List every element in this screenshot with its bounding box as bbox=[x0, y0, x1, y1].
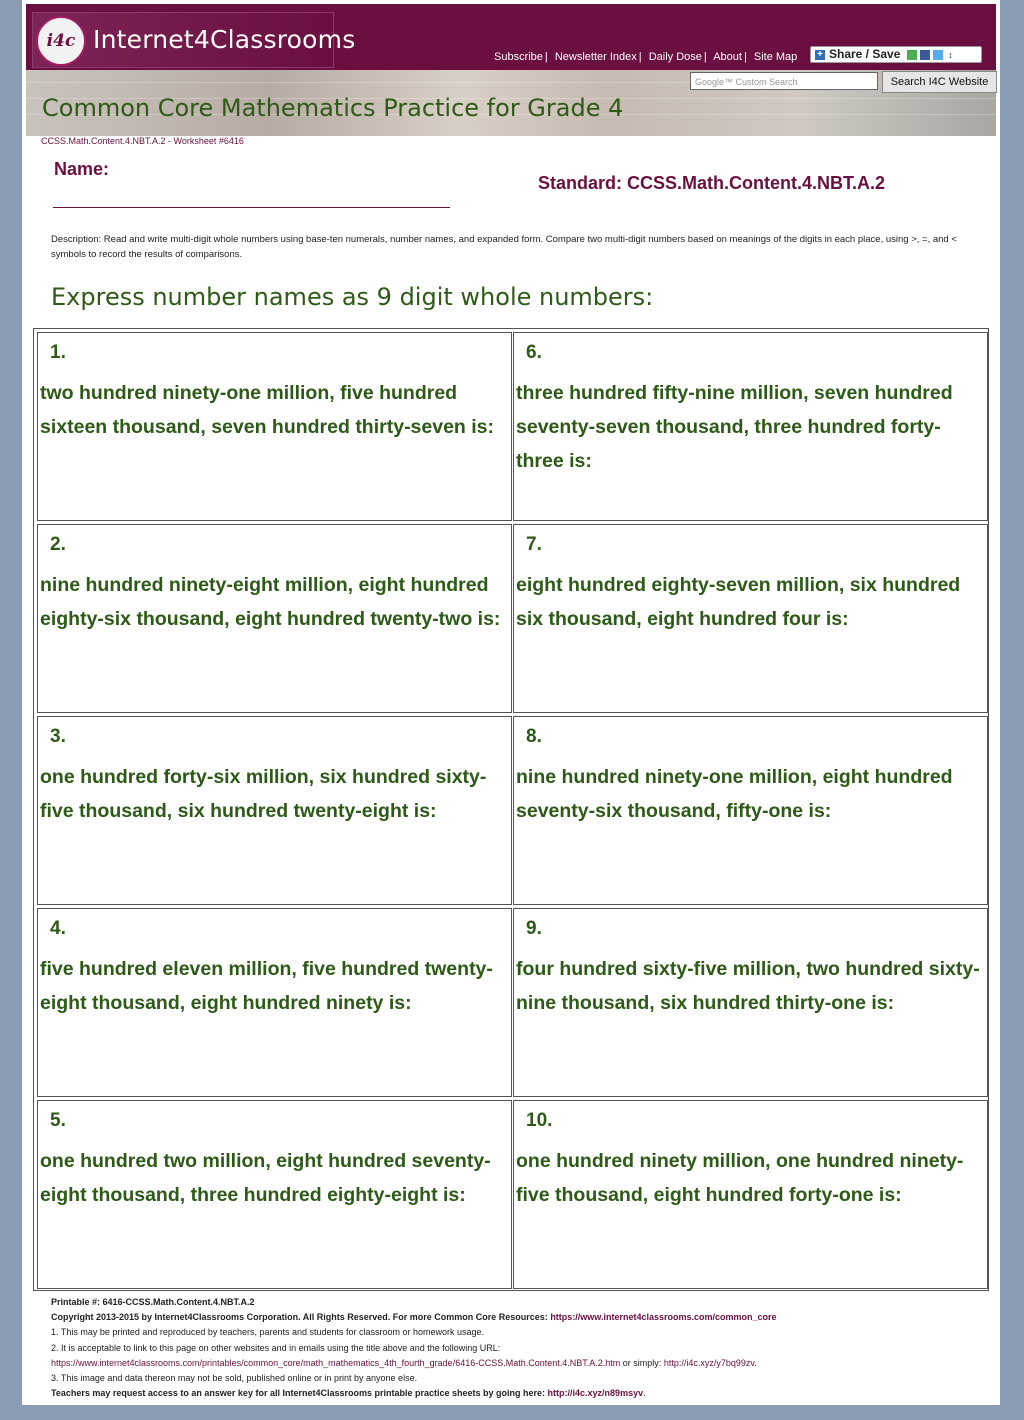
problem-number: 9. bbox=[526, 918, 542, 939]
problem-cell bbox=[37, 716, 512, 905]
copyright-line bbox=[51, 1310, 991, 1325]
problem-cell bbox=[513, 1100, 988, 1289]
answer-key-line: Teachers may request access to an answer key for all Internet4Classrooms printable practice sheets by going here: http://i4c.xyz/n89msyv. bbox=[51, 1388, 646, 1399]
problem-text: eight hundred eighty-seven million, six hundred six thousand, eight hundred four is: bbox=[516, 574, 961, 630]
problem-text: nine hundred ninety-eight million, eight hundred eighty-six thousand, eight hundred twenty-two is: bbox=[40, 574, 501, 630]
printable-number: Printable #: 6416-CCSS.Math.Content.4.NBT.A.2 bbox=[51, 1297, 255, 1307]
top-nav: Subscribe | Newsletter Index | Daily Dose | About | Site Map bbox=[494, 51, 798, 63]
breadcrumb: CCSS.Math.Content.4.NBT.A.2 - Worksheet #6416 bbox=[41, 136, 244, 146]
answer-key-link[interactable]: http://i4c.xyz/n89msyv bbox=[547, 1388, 644, 1399]
share-plus-icon: + bbox=[815, 50, 825, 60]
problem-text: three hundred fifty-nine million, seven hundred seventy-seven thousand, three hundred forty-three is: bbox=[516, 382, 953, 472]
nav-subscribe[interactable]: Subscribe bbox=[494, 51, 543, 63]
problem-cell bbox=[513, 332, 988, 521]
problem-number: 5. bbox=[50, 1110, 66, 1131]
problem-number: 2. bbox=[50, 534, 66, 555]
worksheet-page bbox=[22, 0, 1000, 1405]
problem-number: 8. bbox=[526, 726, 542, 747]
search-button[interactable]: Search I4C Website bbox=[882, 71, 997, 93]
worksheet-url-link[interactable]: https://www.internet4classrooms.com/printables/common_core/math_mathematics_4th_fourth_grade/6416-CCSS.Math.Content.4.NBT.A.2.htm bbox=[51, 1357, 621, 1368]
site-logo[interactable] bbox=[32, 12, 356, 68]
description: Description: Read and write multi-digit whole numbers using base-ten numerals, number names, and expanded form. Compare two multi-digit numbers based on meanings of the digits in each place, using >, =, and < symbols to record the results of comparisons. bbox=[51, 234, 957, 260]
usage-note-2: 2. It is acceptable to link to this page on other websites and in emails using the title above and the following URL: bbox=[51, 1342, 501, 1353]
problem-cell bbox=[37, 908, 512, 1097]
problems-grid bbox=[33, 328, 989, 1291]
problem-text: one hundred ninety million, one hundred ninety-five thousand, eight hundred forty-one is: bbox=[516, 1150, 964, 1206]
problem-number: 1. bbox=[50, 342, 66, 363]
problem-text: one hundred two million, eight hundred seventy-eight thousand, three hundred eighty-eight is: bbox=[40, 1150, 491, 1206]
problem-text: five hundred eleven million, five hundred twenty-eight thousand, eight hundred ninety is: bbox=[40, 958, 493, 1014]
usage-note-1: 1. This may be printed and reproduced by teachers, parents and students for classroom or homework usage. bbox=[51, 1327, 485, 1338]
problem-cell bbox=[37, 1100, 512, 1289]
common-core-link[interactable]: https://www.internet4classrooms.com/common_core bbox=[550, 1312, 777, 1323]
problem-cell bbox=[513, 908, 988, 1097]
banner bbox=[26, 70, 996, 136]
standard-label: Standard: CCSS.Math.Content.4.NBT.A.2 bbox=[538, 173, 886, 193]
instructions: Express number names as 9 digit whole numbers: bbox=[51, 283, 654, 311]
nav-newsletter-index[interactable]: Newsletter Index bbox=[554, 51, 637, 63]
nav-daily-dose[interactable]: Daily Dose bbox=[648, 51, 702, 63]
footer bbox=[51, 1295, 991, 1401]
share-link-icon bbox=[907, 50, 917, 60]
problem-text: two hundred ninety-one million, five hundred sixteen thousand, seven hundred thirty-seven is: bbox=[40, 382, 495, 438]
problem-text: one hundred forty-six million, six hundred sixty-five thousand, six hundred twenty-eight is: bbox=[40, 766, 487, 822]
answer-key-text: Teachers may request access to an answer key for all Internet4Classrooms printable practice sheets by going here: bbox=[51, 1388, 546, 1399]
problem-cell bbox=[37, 524, 512, 713]
logo-badge: i4c bbox=[36, 16, 86, 66]
share-save-button[interactable] bbox=[810, 46, 982, 63]
problem-cell bbox=[37, 332, 512, 521]
copyright-text: Copyright 2013-2015 by Internet4Classrooms Corporation. All Rights Reserved. For more Common Core Resources: bbox=[51, 1312, 548, 1323]
or-simply-text: or simply: bbox=[622, 1357, 662, 1368]
problem-number: 3. bbox=[50, 726, 66, 747]
nav-site-map[interactable]: Site Map bbox=[753, 51, 798, 63]
problem-text: nine hundred ninety-one million, eight hundred seventy-six thousand, fifty-one is: bbox=[516, 766, 953, 822]
usage-note-2-urls: https://www.internet4classrooms.com/printables/common_core/math_mathematics_4th_fourth_grade/6416-CCSS.Math.Content.4.NBT.A.2.htm or simply: http://i4c.xyz/y7bq99zv. bbox=[51, 1357, 757, 1368]
problem-number: 4. bbox=[50, 918, 66, 939]
share-label: Share / Save bbox=[829, 47, 901, 61]
dropdown-arrows-icon: ↕ bbox=[948, 50, 953, 60]
problem-number: 10. bbox=[526, 1110, 553, 1131]
problem-number: 6. bbox=[526, 342, 542, 363]
name-label: Name: bbox=[54, 159, 110, 179]
nav-about[interactable]: About bbox=[713, 51, 742, 63]
facebook-icon bbox=[920, 50, 930, 60]
usage-note-3: 3. This image and data thereon may not be sold, published online or in print by anyone else. bbox=[51, 1373, 418, 1384]
problem-number: 7. bbox=[526, 534, 542, 555]
problem-cell bbox=[513, 716, 988, 905]
name-line bbox=[53, 207, 450, 208]
search-input[interactable]: Google™ Custom Search bbox=[690, 72, 878, 90]
twitter-icon bbox=[933, 50, 943, 60]
problem-cell bbox=[513, 524, 988, 713]
page-title: Common Core Mathematics Practice for Grade 4 bbox=[42, 94, 624, 122]
site-header bbox=[26, 4, 996, 70]
problem-text: four hundred sixty-five million, two hundred sixty-nine thousand, six hundred thirty-one is: bbox=[516, 958, 980, 1014]
short-url-link[interactable]: http://i4c.xyz/y7bq99zv bbox=[663, 1357, 755, 1368]
logo-text: Internet4Classrooms bbox=[93, 25, 356, 54]
